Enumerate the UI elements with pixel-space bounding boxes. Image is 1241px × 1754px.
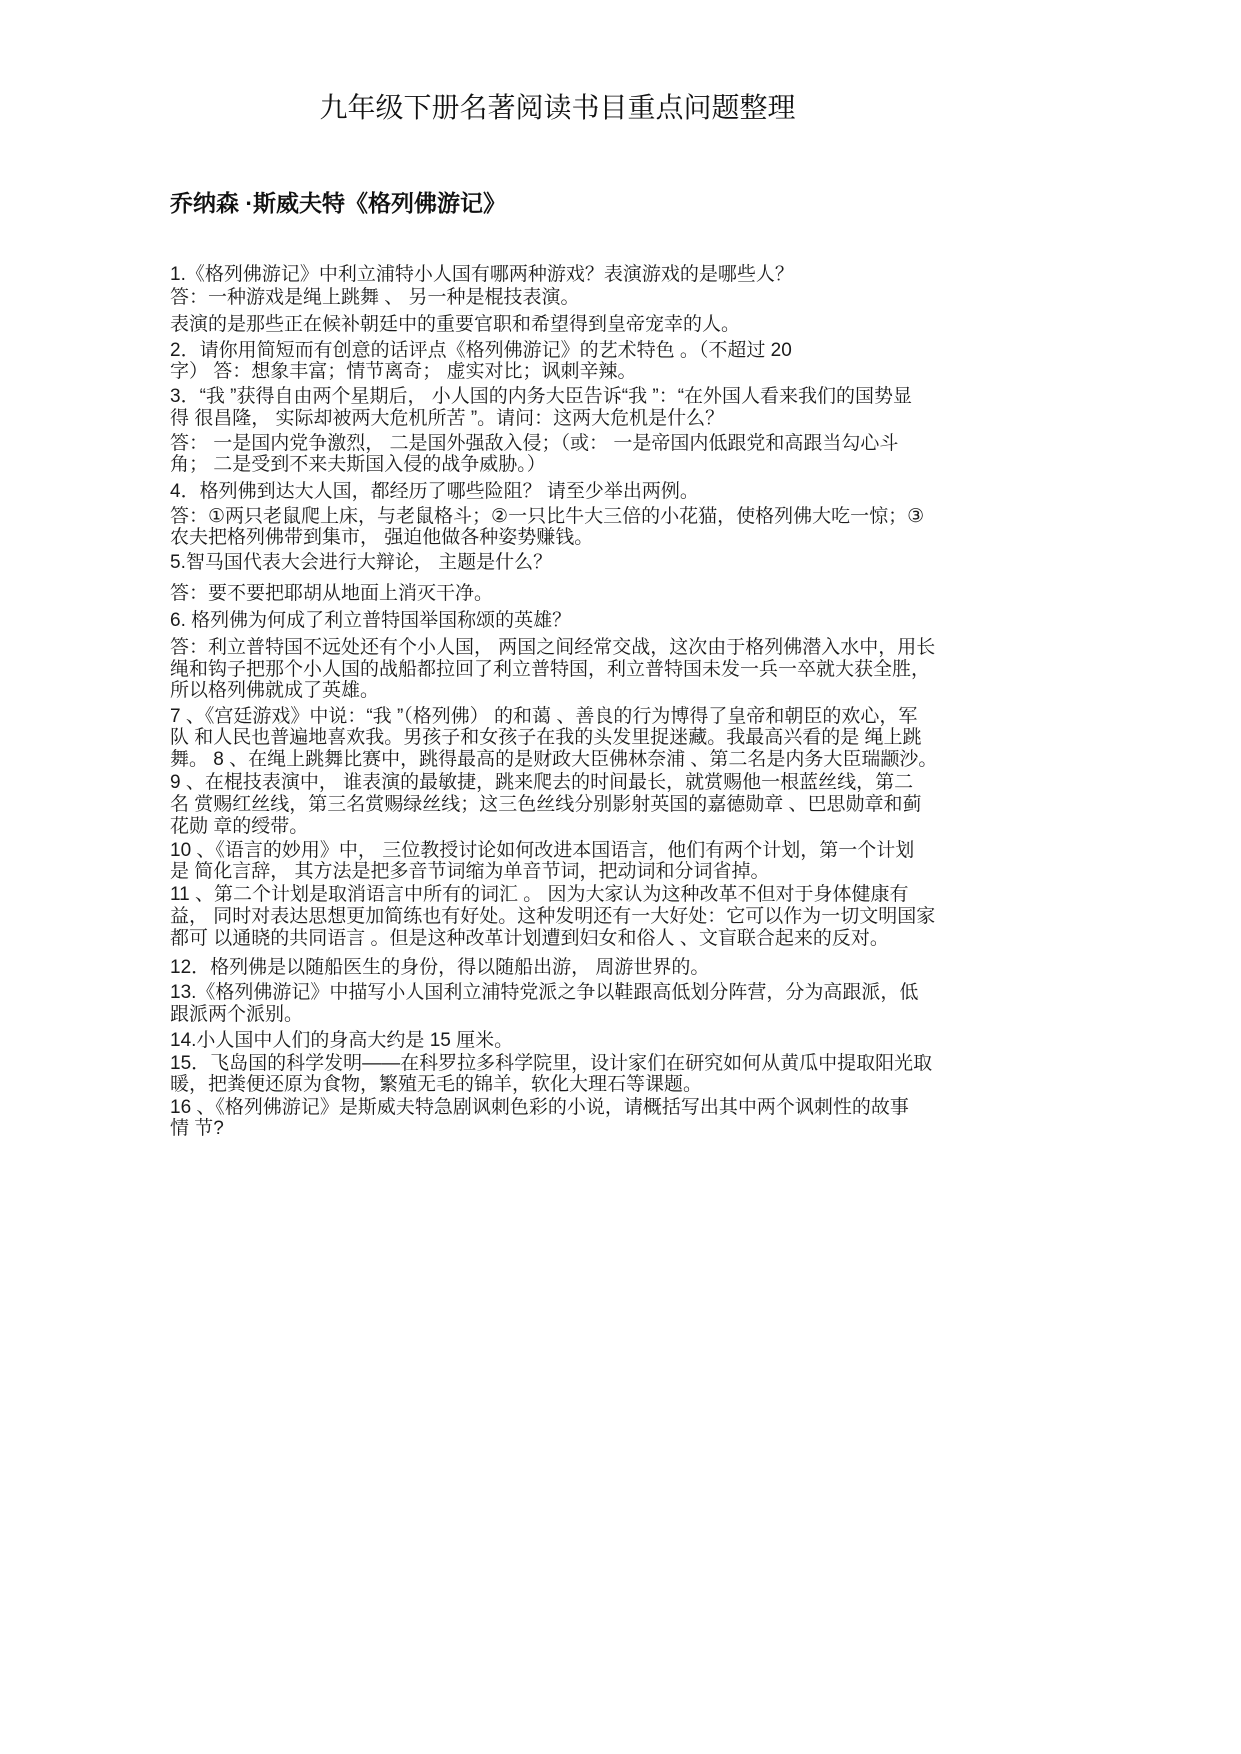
answer-line: 答：利立普特国不远处还有个小人国， 两国之间经常交战，这次由于格列佛潜入水中，用长: [170, 637, 936, 658]
text-line: 7 、《宫廷游戏》中说：“我 ”（格列佛） 的和蔼 、善良的行为博得了皇帝和朝臣的欢心，军: [170, 706, 918, 727]
answer-line: 答：①两只老鼠爬上床，与老鼠格斗；②一只比牛大三倍的小花猫，使格列佛大吃一惊；③: [170, 506, 925, 527]
question-line: 2．请你用简短而有创意的话评点《格列佛游记》的艺术特色 。（不超过 20: [170, 340, 792, 361]
text-line: 10 、《语言的妙用》中， 三位教授讨论如何改进本国语言，他们有两个计划，第一个计划: [170, 840, 915, 861]
text-line: 花勋 章的绶带。: [170, 816, 309, 837]
text-line: 名 赏赐红丝线，第三名赏赐绿丝线；这三色丝线分别影射英国的嘉德勋章 、巴思勋章和蓟: [170, 794, 922, 815]
answer-line: 绳和钩子把那个小人国的战船都拉回了利立普特国，利立普特国未发一兵一卒就大获全胜，: [170, 659, 931, 680]
text-line: 都可 以通晓的共同语言 。但是这种改革计划遭到妇女和俗人 、文盲联合起来的反对。: [170, 928, 889, 949]
text-line: 队 和人民也普遍地喜欢我。男孩子和女孩子在我的头发里捉迷藏。我最高兴看的是 绳上跳: [170, 727, 922, 748]
answer-line: 字） 答：想象丰富；情节离奇； 虚实对比；讽刺辛辣。: [170, 361, 637, 382]
section-heading: 乔纳森 ·斯威夫特《格列佛游记》: [170, 190, 507, 216]
text-line: 暖，把粪便还原为食物，繁殖无毛的锦羊，软化大理石等课题。: [170, 1074, 703, 1095]
text-line: 9 、在棍技表演中， 谁表演的最敏捷，跳来爬去的时间最长，就赏赐他一根蓝丝线，第二: [170, 772, 914, 793]
text-line: 是 简化言辞， 其方法是把多音节词缩为单音节词，把动词和分词省掉。: [170, 861, 770, 882]
question-line: 情 节?: [170, 1118, 224, 1139]
text-line: 益， 同时对表达思想更加简练也有好处。这种发明还有一大好处：它可以作为一切文明国家: [170, 906, 936, 927]
text-line: 15．飞岛国的科学发明——在科罗拉多科学院里，设计家们在研究如何从黄瓜中提取阳光取: [170, 1053, 933, 1074]
question-line: 5.智马国代表大会进行大辩论， 主题是什么？: [170, 552, 553, 573]
answer-line: 答：要不要把耶胡从地面上消灭干净。: [170, 583, 494, 604]
question-line: 4．格列佛到达大人国，都经历了哪些险阻？ 请至少举出两例。: [170, 481, 699, 502]
question-line: 1.《格列佛游记》中利立浦特小人国有哪两种游戏？表演游戏的是哪些人？: [170, 264, 794, 285]
question-line: 3．“我 ”获得自由两个星期后， 小人国的内务大臣告诉“我 ”：“在外国人看来我们的国势显: [170, 386, 913, 407]
text-line: 14.小人国中人们的身高大约是 15 厘米。: [170, 1030, 514, 1051]
question-line: 6. 格列佛为何成了利立普特国举国称颂的英雄？: [170, 610, 572, 631]
document-title: 九年级下册名著阅读书目重点问题整理: [319, 92, 796, 123]
text-line: 舞。 8 、在绳上跳舞比赛中，跳得最高的是财政大臣佛林奈浦 、第二名是内务大臣瑞颛沙。: [170, 749, 938, 770]
answer-line: 农夫把格列佛带到集市， 强迫他做各种姿势赚钱。: [170, 527, 594, 548]
answer-line: 答：一种游戏是绳上跳舞 、 另一种是棍技表演。: [170, 287, 580, 308]
question-line: 得 很昌隆， 实际却被两大危机所苦 ”。请问：这两大危机是什么？: [170, 408, 725, 429]
text-line: 11 、第二个计划是取消语言中所有的词汇 。 因为大家认为这种改革不但对于身体健康有: [170, 884, 909, 905]
text-line: 跟派两个派别。: [170, 1004, 304, 1025]
question-line: 16 、《格列佛游记》是斯威夫特急剧讽刺色彩的小说，请概括写出其中两个讽刺性的故事: [170, 1097, 909, 1118]
answer-line: 答： 一是国内党争激烈， 二是国外强敌入侵；（或： 一是帝国内低跟党和高跟当勾心斗: [170, 433, 899, 454]
text-line: 12．格列佛是以随船医生的身份，得以随船出游， 周游世界的。: [170, 957, 710, 978]
answer-line: 所以格列佛就成了英雄。: [170, 680, 380, 701]
text-line: 13.《格列佛游记》中描写小人国利立浦特党派之争以鞋跟高低划分阵营，分为高跟派，低: [170, 982, 919, 1003]
answer-line: 表演的是那些正在候补朝廷中的重要官职和希望得到皇帝宠幸的人。: [170, 314, 741, 335]
answer-line: 角； 二是受到不来夫斯国入侵的战争威胁。）: [170, 454, 546, 475]
